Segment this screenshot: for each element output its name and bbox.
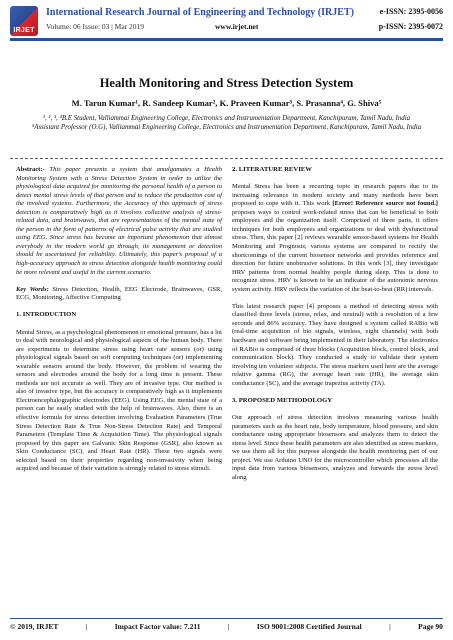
literature-review-paragraph-2: This latest research paper [4] proposes a method of detecting stress with classified three levels (stress, relax, and neutral) with a resolution of a few seconds and 86% accuracy. They have designed a system called RABio w8 (real-time acquisition of bio signals, wireless, eight channels) with both hardware and software being implemented in their laboratory. The electronics of RABio is comprised of three blocks (Acquisition block, control block, and communication block). They conducted a study to validate their system involving ten volunteer subjects. The stress markers used here are the average relative gamma (RG), the average heart rate (HR), the average skin conductance (SC), and the average trapezius activity (TA). [232, 302, 438, 387]
affiliations [30, 114, 423, 133]
paper-title: Health Monitoring and Stress Detection System [99, 76, 354, 90]
lit-p1-start: Mental Stress has been a recurring topic in research papers due to its increasing relevance in modern society and many methods have been proposed to cope with it. This work [232, 183, 438, 208]
affiliation-students: ¹, ², ³, ⁴B.E Student, Valliammai Engineering College, Electronics and Instrumentation Department, Kanchipuram, Tamil Nadu, India [42, 115, 411, 122]
keywords-label: Key Words: [16, 285, 49, 293]
literature-review-paragraph-1 [232, 183, 438, 294]
section-divider [10, 158, 443, 159]
right-column [232, 166, 438, 491]
irjet-logo: IRJET [10, 6, 38, 36]
footer-separator: | [85, 622, 88, 631]
footer-page-number: Page 90 [418, 622, 443, 631]
eissn: e-ISSN: 2395-0056 [379, 7, 443, 16]
affiliation-professor: ⁵Assistant Professor (O.G), Valliammai Engineering College, Electronics and Instrumentation Department, Kanchipuram, Tamil Nadu, India [31, 124, 422, 132]
footer-separator: | [389, 622, 391, 631]
footer-copyright: © 2019, IRJET [10, 622, 59, 631]
left-column [16, 166, 222, 482]
footer-impact-factor: Impact Factor value: 7.211 [114, 622, 201, 631]
introduction-heading: 1. INTRODUCTION [16, 311, 77, 319]
paper-authors: M. Tarun Kumar¹, R. Sandeep Kumar², K. Praveen Kumar³, S. Prasanna⁴, G. Shiva⁵ [71, 98, 382, 108]
header-rule [10, 38, 443, 41]
abstract [16, 166, 222, 277]
abstract-text: This paper presents a system that amalgamates a Health Monitoring System with a Stress Detection System in order to utilize the physiological data acquired for monitoring the personal health of a person to detect mental stress levels of that person and to reduce the production cost of the involved systems. Furthermore, the Accuracy of this approach of stress detection is comparatively high as it involves collective analysis of stress-related data, and brainwaves, that are representations of the mental state of the person in the form of patterns of electrical pulse activity that are studied using EEG. Since stress has become an important phenomenon that almost everybody in the modern world go through, its management or detection should be ascertained for reliability. Ultimately, this paper's proposal of a high-accuracy approach to stress detection alongside health monitoring could be more relevant and useful in the current scenario. [16, 166, 222, 276]
introduction-text: Mental Stress, as a psychological phenomenon or emotional pressure, has a lot to deal with neurological and physiological aspects of the human body. There are experiments to determine stress using heart rate sensors (or) using physiological signals based on soft computing techniques (or) implementing wearable sensors around the body. However, the problem of wearing the sensors and electrodes around the body for a long time is present. These methods are not accurate as well. They are of invasive type. Our method is also of invasive type, but the accuracy is comparatively high as it implements Electroencephalographic electrodes (EEG). Using EEG, the mental state of a person can be easily studied with the help of brainwaves. Also, there is an effective formula for stress detection involving Evaluation Parameters (True Stress Detection Rate & True Non-Stress Detection Rate) and Temporal Parameters (Template Time & Acquisition Time). The physiological signals proposed by this paper are Galvanic Skin Response (GSR), also known as Skin Conductance (SC), and Heart Rate (HR). These two signals were selected based on their properties regarding non-invasivity when being acquired and because of their variation is strongly related to stress stimuli. [16, 328, 222, 473]
reference-error-link[interactable]: [Error! Reference source not found.] [332, 200, 438, 208]
methodology-text: Our approach of stress detection involves measuring various health parameters such as the heart rate, body temperature, blood pressure, and skin conductance using appropriate biosensors and analyzes them to detect the stress level. Since these health parameters are also identified as stress markers, we use them all for this purpose alongside the health monitoring part of our project. We use Arduino UNO for the microcontroller which processes all the input data from various biosensors, analyzes and forwards the stress level along [232, 414, 438, 481]
page-footer [10, 622, 443, 631]
journal-website-link[interactable]: www.irjet.net [215, 22, 259, 31]
keywords-text: Stress Detection, Health, EEG Electrode, Brainwaves, GSR, ECG, Monitoring, Affective Computing [16, 285, 222, 302]
methodology-heading: 3. PROPOSED METHODOLOGY [232, 396, 333, 404]
journal-title: International Research Journal of Engineering and Technology (IRJET) [46, 7, 354, 18]
footer-rule [10, 618, 443, 619]
lit-p1-end: proposes ways to control work-related stress that can be beneficial to both employees and the organization itself. Comprised of three parts, it offers techniques for both employees and organizations to deal with dysfunctional stress. Then, this paper [2] reviews wearable sensor-based systems for Health Monitoring and Prognosis; various systems are compared to rectify the shortcomings of the current biosensor networks and provides reference and direction for future unobtrusive solutions. In this work [3], they investigate HRV patterns from normal healthy people during sleep. This is done to recognize stress. HRV is known to be an indicator of the autonomic nervous system activity. HRV reflects the variation of the beat-to-beat (RR) intervals. [232, 208, 438, 293]
abstract-label: Abstract:- [16, 166, 45, 173]
keywords [16, 286, 222, 303]
pissn: p-ISSN: 2395-0072 [378, 22, 443, 31]
footer-iso: ISO 9001:2008 Certified Journal [256, 622, 362, 631]
volume-line: Volume: 06 Issue: 03 | Mar 2019 [46, 22, 145, 31]
literature-review-heading: 2. LITERATURE REVIEW [232, 166, 312, 173]
footer-separator: | [227, 622, 230, 631]
